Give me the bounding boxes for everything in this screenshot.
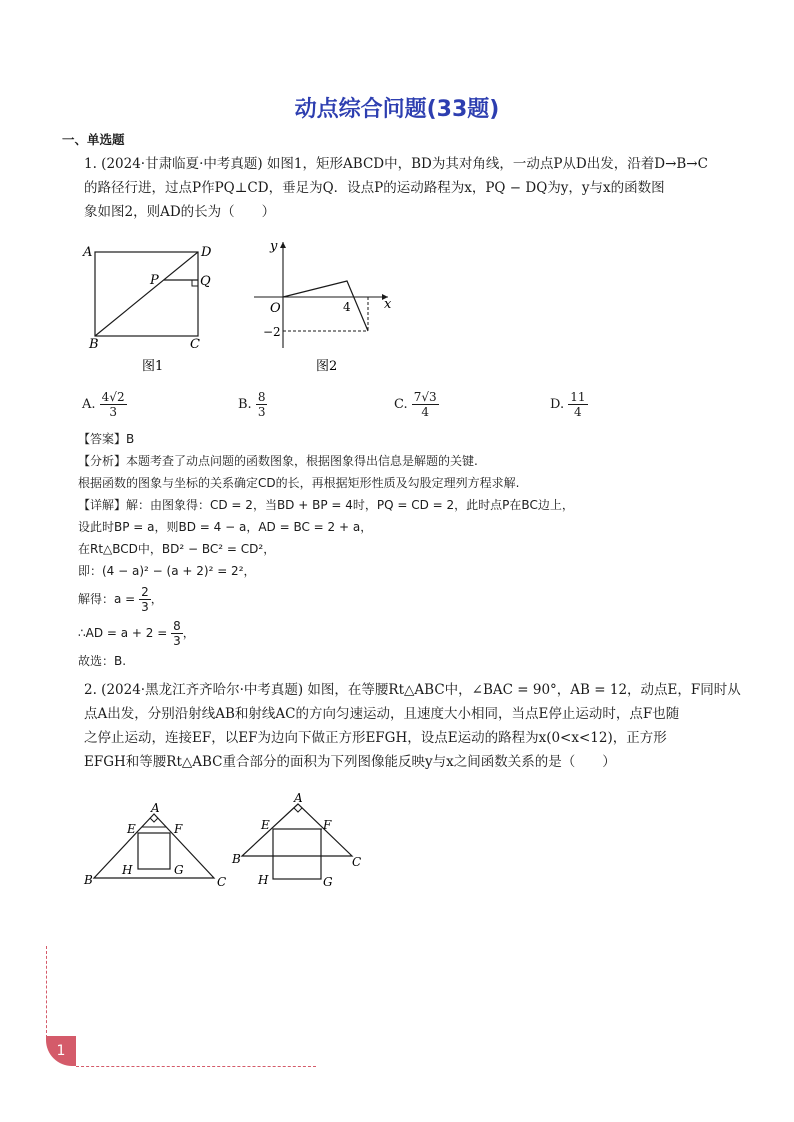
detail-line: ∴AD = a + 2 = $\frac{8}{3}$ ， [78, 619, 195, 648]
q2-line: 2. (2024·黑龙江齐齐哈尔·中考真题) 如图，在等腰Rt△ABC中，∠BAC = 90°，AB = 12，动点E，F同时从 [84, 682, 741, 698]
label-p: P [150, 273, 159, 288]
page-margin-dash [46, 946, 47, 1038]
q1-figure-1 [80, 240, 220, 380]
option-fraction: $\frac{4√2}{3}$ [101, 390, 125, 419]
function-graph [283, 281, 368, 331]
square-efgh [138, 833, 170, 869]
figure-caption: 图1 [142, 359, 164, 374]
page-number: 1 [46, 1036, 76, 1066]
option-c[interactable]: C. $\frac{7√3}{4}$ [394, 390, 437, 419]
option-a[interactable]: A. $\frac{4√2}{3}$ [82, 390, 125, 419]
option-fraction: $\frac{8}{3}$ [257, 390, 266, 419]
detail-line: 故选：B. [78, 654, 127, 668]
option-fraction: $\frac{7√3}{4}$ [413, 390, 437, 419]
option-fraction: $\frac{11}{4}$ [570, 390, 586, 419]
detail-line: 【详解】解：由图象得：CD = 2，当BD + BP = 4时，PQ = CD = 2，此时点P在BC边上， [78, 498, 574, 512]
q2-figure-right [228, 790, 378, 890]
label-a: A [151, 801, 160, 815]
right-angle-mark [150, 818, 158, 822]
label-c: C [190, 337, 200, 352]
analysis-line: 【分析】本题考查了动点问题的函数图象，根据图象得出信息是解题的关键. [78, 454, 478, 468]
label-g: G [323, 875, 333, 889]
label-h: H [258, 873, 269, 887]
q1-solution [78, 428, 738, 672]
label-a: A [83, 245, 93, 260]
label-origin: O [270, 301, 281, 316]
label-f: F [323, 818, 332, 832]
q2-line: 之停止运动，连接EF，以EF为边向下做正方形EFGH，设点E运动的路程为x(0<x<12)，正方形 [84, 730, 667, 746]
label-e: E [261, 818, 270, 832]
detail-line: 解得：a = $\frac{2}{3}$ ， [78, 585, 163, 614]
q1-line: 1. (2024·甘肃临夏·中考真题) 如图1，矩形ABCD中，BD为其对角线，一动点P从D出发，沿着D→B→C [84, 156, 708, 172]
q1-line: 的路径行进，过点P作PQ⊥CD，垂足为Q．设点P的运动路程为x，PQ − DQ为y，y与x的函数图 [84, 180, 665, 196]
right-angle-mark [294, 808, 302, 812]
figure-caption: 图2 [316, 359, 338, 374]
section-heading: 一、单选题 [62, 132, 125, 147]
label-c: C [352, 855, 362, 869]
label-a: A [294, 791, 303, 805]
label-d: D [201, 245, 212, 260]
label-e: E [127, 822, 136, 836]
label-b: B [89, 337, 99, 352]
label-y: y [270, 239, 278, 254]
option-d[interactable]: D. $\frac{11}{4}$ [550, 390, 586, 419]
detail-line: 在Rt△BCD中，BD² − BC² = CD²， [78, 542, 276, 556]
option-b[interactable]: B. $\frac{8}{3}$ [238, 390, 266, 419]
question-1 [62, 152, 742, 224]
right-angle-mark [192, 280, 198, 286]
label-f: F [174, 822, 183, 836]
q1-line: 象如图2，则AD的长为（ ） [84, 204, 276, 220]
label-h: H [122, 863, 133, 877]
label-q: Q [200, 274, 211, 289]
q2-line: 点A出发，分别沿射线AB和射线AC的方向匀速运动，且速度大小相同，当点E停止运动时，点F也随 [84, 706, 680, 722]
label-g: G [174, 863, 184, 877]
tick-label-4: 4 [343, 300, 351, 314]
q1-figure-2 [248, 236, 408, 380]
triangle-abc [242, 804, 352, 856]
page-title: 动点综合问题(33题) [294, 97, 500, 122]
q2-line: EFGH和等腰Rt△ABC重合部分的面积为下列图像能反映y与x之间函数关系的是（ ） [84, 754, 616, 770]
y-axis-arrow-icon [280, 242, 286, 248]
label-b: B [84, 873, 93, 887]
label-b: B [232, 852, 241, 866]
detail-line: 即：(4 − a)² − (a + 2)² = 2²， [78, 564, 256, 578]
detail-line: 设此时BP = a，则BD = 4 − a，AD = BC = 2 + a， [78, 520, 373, 534]
label-c: C [217, 875, 227, 889]
label-x: x [384, 297, 392, 312]
answer: 【答案】B [78, 432, 135, 446]
analysis-line: 根据函数的图象与坐标的关系确定CD的长，再根据矩形性质及勾股定理列方程求解. [78, 476, 520, 490]
question-2 [62, 678, 742, 774]
q2-figure-left [80, 800, 230, 890]
diagonal-bd [95, 252, 198, 336]
tick-label-neg2: −2 [263, 325, 281, 339]
page-footer-dash [76, 1066, 316, 1067]
square-efgh [273, 829, 321, 879]
